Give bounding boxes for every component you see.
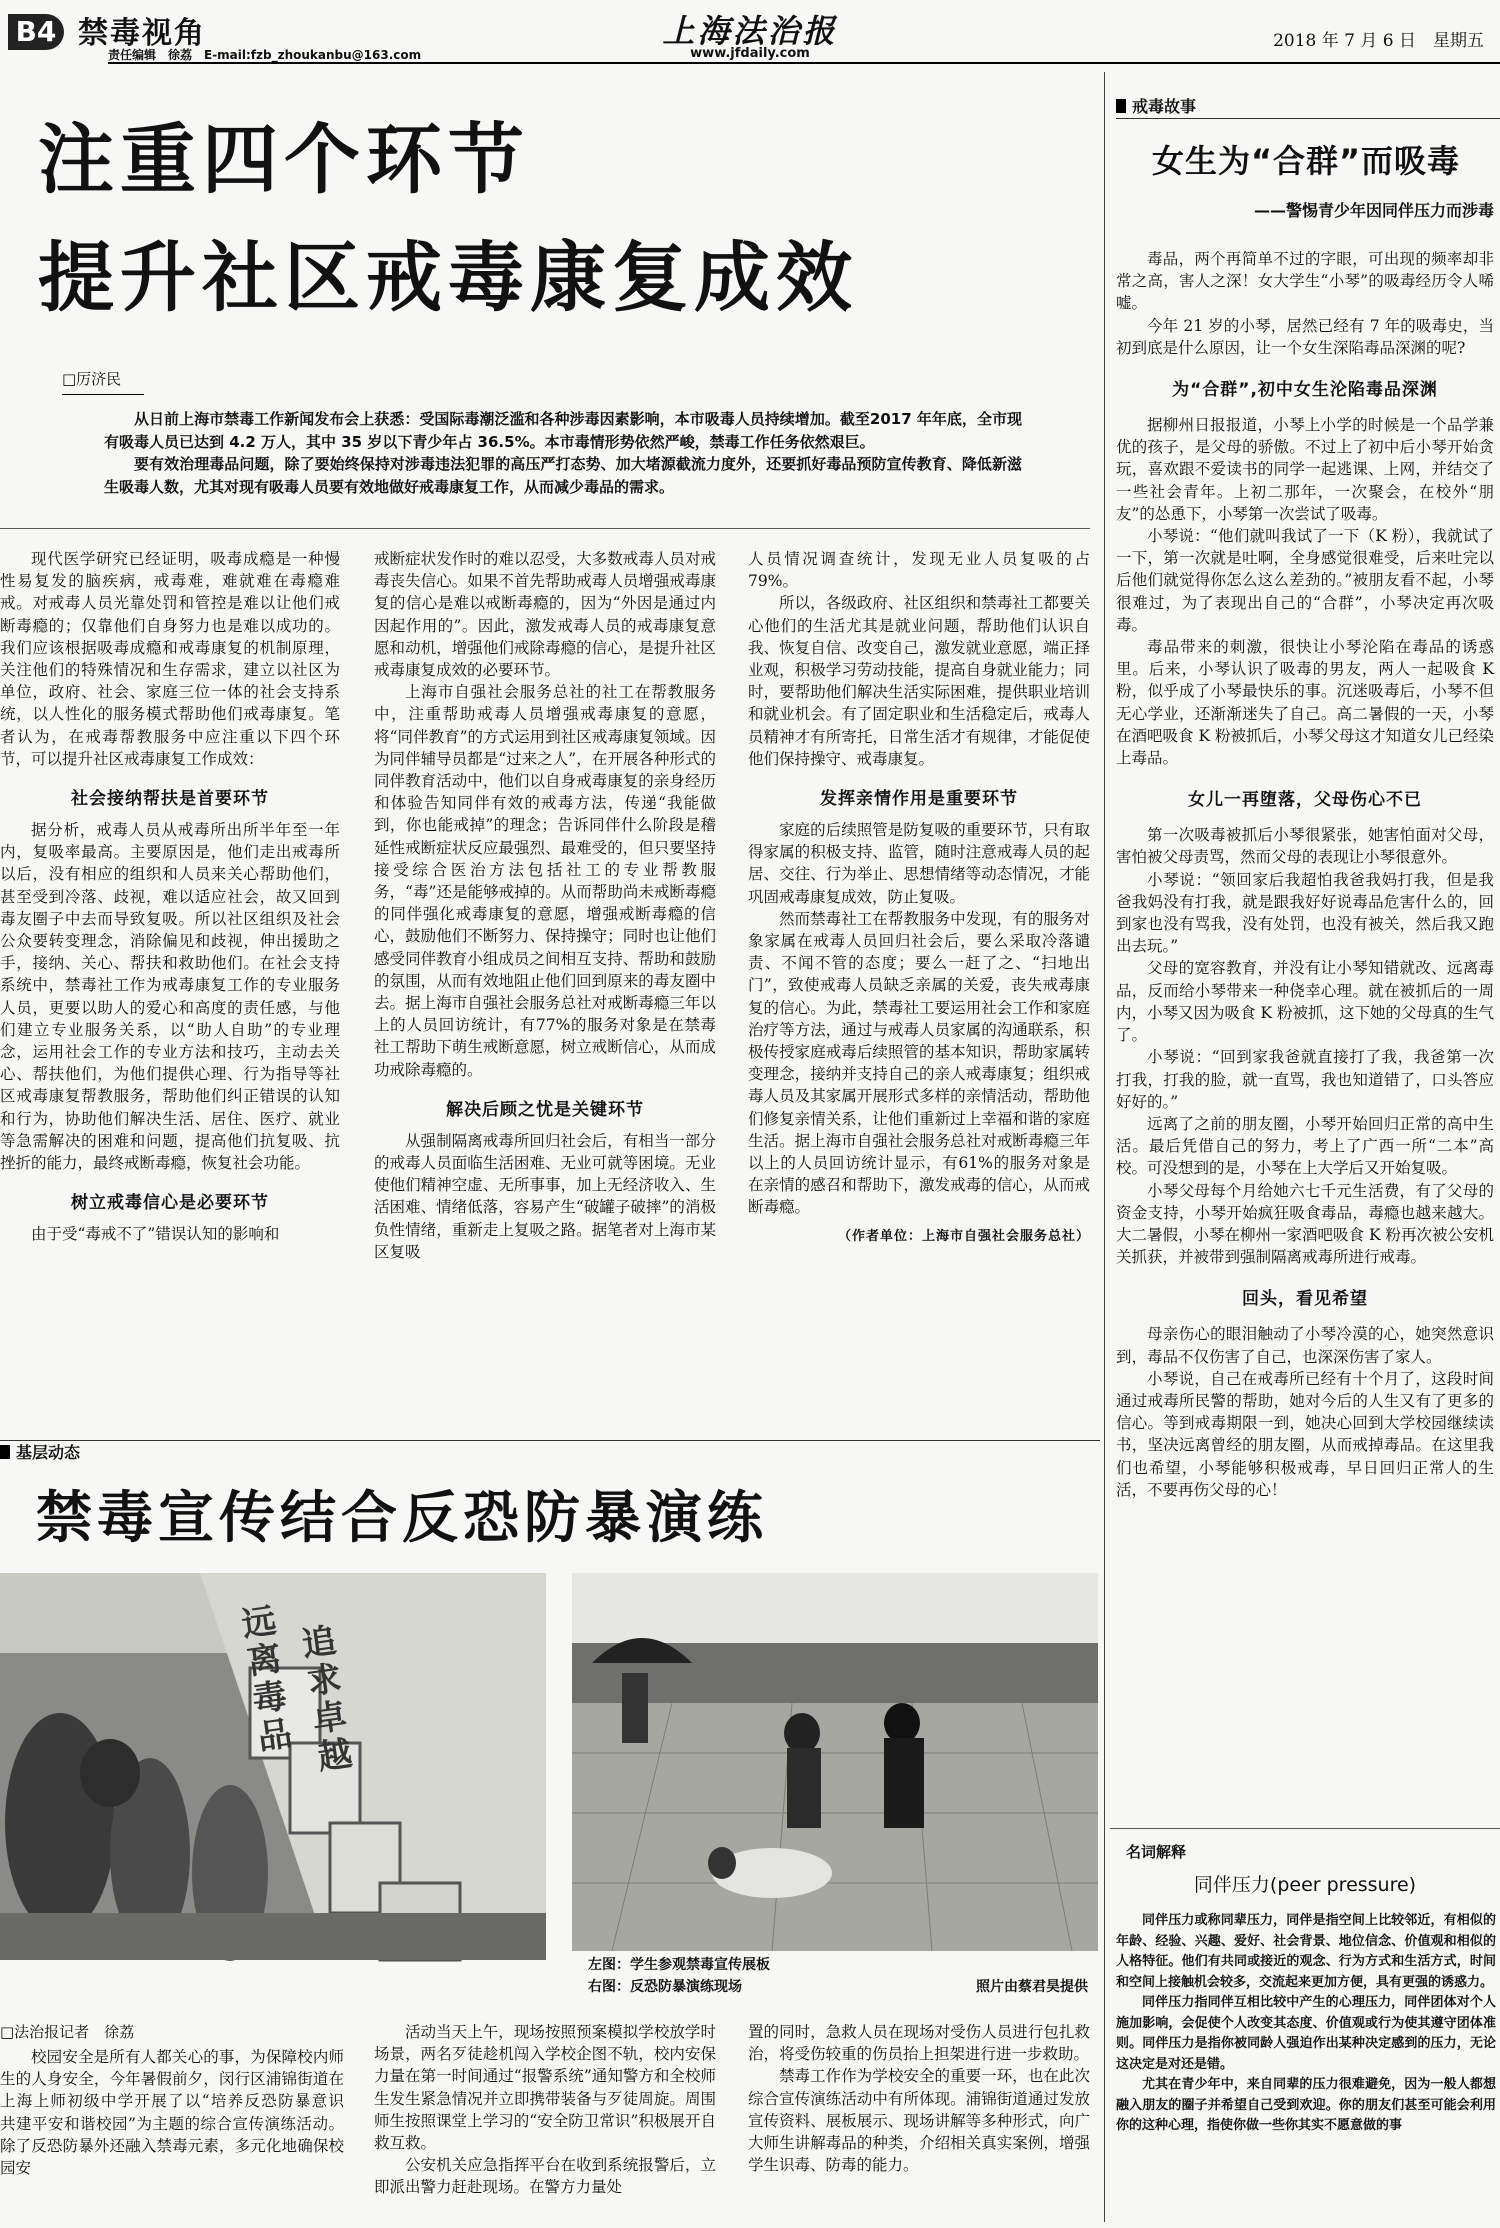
masthead: 上海法治报 <box>662 12 838 50</box>
sidebar-paragraph: 小琴说，自己在戒毒所已经有十个月了，这段时间通过戒毒所民警的帮助，她对今后的人生又有了更多的信心。等到戒毒期限一到，她决心回到大学校园继续读书，坚决远离曾经的朋友圈，从而戒掉毒品。在这里我们也希望，小琴能够积极戒毒，早日回归正常人的生活，不要再伤父母的心！ <box>1116 1369 1494 1499</box>
col2-paragraph: 戒断症状发作时的难以忍受，大多数戒毒人员对戒毒丧失信心。如果不首先帮助戒毒人员增强戒毒康复的信心是难以戒断毒瘾的，因为“外因是通过内因起作用的”。因此，激发戒毒人员的戒毒康复意愿和动机，增强他们戒除毒瘾的信心，是提升社区戒毒康复成效的必要环节。 <box>374 550 716 680</box>
sidebar-top-rule <box>1116 118 1500 119</box>
bottom-paragraph: 校园安全是所有人都关心的事，为保障校内师生的人身安全，今年暑假前夕，闵行区浦锦街道在上海上师初级中学开展了以“培养反恐防暴意识 共建平安和谐校园”为主题的综合宣传演练活动。除了反恐防暴外还融入禁毒元素，多元化地确保校园安 <box>0 2048 360 2178</box>
bottom-section-rule <box>0 1440 1100 1441</box>
lead-paragraph-1: 从日前上海市禁毒工作新闻发布会上获悉：受国际毒潮泛滥和各种涉毒因素影响，本市吸毒人员持续增加。截至2017 年年底，全市现有吸毒人员已达到 4.2 万人，其中 35 岁以下青少年占 36.5%。本市毒情形势依然严峻，禁毒工作任务依然艰巨。 <box>104 410 1022 451</box>
sidebar-paragraph: 远离了之前的朋友圈，小琴开始回归正常的高中生活。最后凭借自己的努力，考上了广西一所“二本”高校。可没想到的是，小琴在上大学后又开始复吸。 <box>1116 1114 1494 1178</box>
header-rule <box>108 62 1500 64</box>
photo-credit: 照片由蔡君昊提供 <box>976 1979 1088 1995</box>
sidebar-paragraph: 今年 21 岁的小琴，居然已经有 7 年的吸毒史，当初到底是什么原因，让一个女生深陷毒品深渊的呢? <box>1116 316 1494 357</box>
page-header <box>0 0 1500 62</box>
main-byline: □厉济民 <box>62 370 122 388</box>
caption-right: 右图：反恐防暴演练现场 <box>588 1979 742 1995</box>
sidebar-subheading-3: 回头，看见希望 <box>1242 1289 1368 1310</box>
term-paragraph: 同伴压力或称同辈压力，同伴是指空间上比较邻近，有相似的年龄、经验、兴趣、爱好、社会背景、地位信念、价值观和相似的人格特征。他们有共同或接近的观念、行为方式和生活方式，时间和空间上接触机会较多，交流起来更加方便，具有更强的诱惑力。 <box>1116 1913 1496 1990</box>
bottom-section-label: 基层动态 <box>0 1440 80 1463</box>
main-title-line1: 注重四个环节 <box>38 115 530 204</box>
term-label: 名词解释 <box>1126 1843 1187 1861</box>
main-title-line2: 提升社区戒毒康复成效 <box>38 233 858 322</box>
issue-date: 2018 年 7 月 6 日 星期五 <box>1273 31 1484 51</box>
sidebar-subtitle: ——警惕青少年因同伴压力而涉毒 <box>1253 201 1494 220</box>
photo-illustration <box>572 1573 1098 1951</box>
sidebar-paragraph: 小琴父母每个月给她六七千元生活费，有了父母的资金支持，小琴开始疯狂吸食毒品，毒瘾也越来越大。大二暑假，小琴在柳州一家酒吧吸食 K 粉再次被公安机关抓获，并被带到强制隔离戒毒所进行戒毒。 <box>1116 1181 1494 1267</box>
term-paragraph: 同伴压力指同伴互相比较中产生的心理压力，同伴团体对个人施加影响，会促使个人改变其态度、价值观或行为使其遵守团体准则。同伴压力是指你被同龄人强迫作出某种决定感到的压力，无论这决定是对还是错。 <box>1116 1995 1496 2072</box>
sidebar-paragraph: 父母的宽容教育，并没有让小琴知错就改、远离毒品，反而给小琴带来一种侥幸心理。就在被抓后的一周内，小琴又因为吸食 K 粉被抓，这下她的父母真的生气了。 <box>1116 959 1494 1045</box>
author-unit: （作者单位：上海市自强社会服务总社） <box>837 1228 1090 1244</box>
board-text-1: 远离毒品 <box>239 1600 295 1759</box>
bottom-byline: □法治报记者 徐荔 <box>0 2023 135 2041</box>
col3-paragraph: 然而禁毒社工在帮教服务中发现，有的服务对象家属在戒毒人员回归社会后，要么采取冷落谴责、不闻不管的态度；要么一赶了之、“扫地出门”，致使戒毒人员缺乏亲属的关爱，丧失戒毒康复的信心。为此，禁毒社工要运用社会工作和家庭治疗等方法，通过与戒毒人员家属的沟通联系，积极传授家庭戒毒后续照管的基本知识，帮助家属转变理念，接纳并支持自己的亲人戒毒康复；组织戒毒人员及其家属开展形式多样的亲情活动，帮助他们修复亲情关系，让他们重新过上幸福和谐的家庭生活。据上海市自强社会服务总社对戒断毒瘾三年以上的人员回访统计显示，有61%的服务对象是在亲情的感召和帮助下，激发戒毒的信心，从而戒断毒瘾。 <box>748 909 1090 1217</box>
col3-paragraph: 所以，各级政府、社区组织和禁毒社工都要关心他们的生活尤其是就业问题，帮助他们认识自我、恢复自信、改变自己，激发就业意愿，端正择业观，积极学习劳动技能，提高自身就业能力；同时，要帮助他们解决生活实际困难，提供职业培训和就业机会。有了固定职业和生活稳定后，戒毒人员精神才有所寄托，日常生活才有规律，才能促使他们保持操守、戒毒康复。 <box>748 594 1090 768</box>
bottom-column-2 <box>374 2021 716 2226</box>
square-bullet-icon <box>1116 99 1126 113</box>
editor-line: 责任编辑 徐荔 E-mail:fzb_zhoukanbu@163.com <box>108 48 422 62</box>
lead-block <box>104 408 1022 498</box>
col3-paragraph: 人员情况调查统计，发现无业人员复吸的占79%。 <box>748 550 1090 591</box>
square-bullet-icon <box>0 1445 10 1459</box>
main-column-3 <box>748 548 1090 1466</box>
bottom-column-1 <box>0 2046 360 2226</box>
bottom-title: 禁毒宣传结合反恐防暴演练 <box>36 1486 768 1551</box>
col1-paragraph: 据分析，戒毒人员从戒毒所出所半年至一年内，复吸率最高。主要原因是，他们走出戒毒所以后，没有相应的组织和人员来关心帮助他们，甚至受到冷落、歧视，难以适应社会，故又回到毒友圈子中去而导致复吸。所以社区组织及社会公众要转变理念，消除偏见和歧视，伸出援助之手，接纳、关心、帮扶和救助他们。在社会支持系统中，禁毒社工作为戒毒康复工作的专业服务人员，更要以助人的爱心和高度的责任感，与他们建立专业服务关系，以“助人自助”的专业理念，运用社会工作的专业方法和技巧，主动去关心、帮扶他们，为他们提供心理、行为指导等社区戒毒康复帮教服务，帮助他们纠正错误的认知和行为，协助他们解决生活、居住、医疗、就业等急需解决的困难和问题，提高他们抗复吸、抗挫折的能力，最终戒断毒瘾，恢复社会功能。 <box>0 821 340 1173</box>
sidebar-paragraph: 第一次吸毒被抓后小琴很紧张，她害怕面对父母，害怕被父母责骂，然而父母的表现让小琴很意外。 <box>1116 826 1494 867</box>
photo-students-viewing-boards <box>0 1573 546 1960</box>
sidebar-paragraph: 小琴说：“他们就叫我试了一下（K 粉），我就试了一下，第一次就是吐啊，全身感觉很难受，后来吐完以后他们就觉得你怎么这么差劲的。”被朋友看不起，小琴很难过，为了表现出自己的“合群”，小琴决定再次吸毒。 <box>1116 527 1494 634</box>
sidebar-paragraph: 小琴说：“领回家后我超怕我爸我妈打我，但是我爸我妈没有打我，就是跟我好好说毒品危害什么的，回到家也没有骂我，没有处罚，也没有被关，然后我又跑出去玩。” <box>1116 870 1494 956</box>
board-text-2: 追求卓越 <box>299 1620 355 1779</box>
main-column-1 <box>0 548 340 1466</box>
photo-anti-terror-drill <box>572 1573 1098 1951</box>
sidebar-paragraph: 毒品，两个再简单不过的字眼，可出现的频率却非常之高，害人之深！女大学生“小琴”的吸毒经历令人唏嘘。 <box>1116 250 1494 313</box>
sidebar-paragraph: 母亲伤心的眼泪触动了小琴冷漠的心，她突然意识到，毒品不仅伤害了自己，也深深伤害了家人。 <box>1116 1325 1494 1366</box>
sidebar-subheading-1: 为“合群”,初中女生沦陷毒品深渊 <box>1172 380 1438 401</box>
sidebar-paragraph: 据柳州日报报道，小琴上小学的时候是一个品学兼优的孩子，是父母的骄傲。不过上了初中后小琴开始贪玩，喜欢跟不爱读书的同学一起逃课、上网，并结交了一些社会青年。上初二那年，一次聚会，在校外“朋友”的怂恿下，小琴第一次尝试了吸毒。 <box>1116 416 1494 523</box>
bottom-paragraph: 禁毒工作作为学校安全的重要一环，也在此次综合宣传演练活动中有所体现。浦锦街道通过发放宣传资料、展板展示、现场讲解等多种形式，向广大师生讲解毒品的种类，介绍相关真实案例，增强学生识毒、防毒的能力。 <box>748 2067 1090 2175</box>
col3-paragraph: 家庭的后续照管是防复吸的重要环节，只有取得家属的积极支持、监管，随时注意戒毒人员的起居、交往、行为举止、思想情绪等动态情况，才能巩固戒毒康复成效，防止复吸。 <box>748 821 1090 906</box>
website: www.jfdaily.com <box>690 46 810 61</box>
col1-subheading-2: 树立戒毒信心是必要环节 <box>71 1193 269 1214</box>
section-name: 禁毒视角 <box>78 16 206 51</box>
sidebar-subheading-2: 女儿一再堕落，父母伤心不已 <box>1188 790 1422 811</box>
page-code-badge: B4 <box>8 14 64 50</box>
lead-paragraph-2: 要有效治理毒品问题，除了要始终保持对涉毒违法犯罪的高压严打态势、加大堵源截流力度外，还要抓好毒品预防宣传教育、降低新滋生吸毒人数，尤其对现有吸毒人员要有效地做好戒毒康复工作，从而减少毒品的需求。 <box>104 455 1022 496</box>
term-paragraph: 尤其在青少年中，来自同辈的压力很难避免，因为一般人都想融入朋友的圈子并希望自己受到欢迎。你的朋友们甚至可能会利用你的这种心理，指使你做一些你其实不愿意做的事 <box>1116 2077 1496 2133</box>
bottom-column-3 <box>748 2021 1090 2226</box>
col1-paragraph: 现代医学研究已经证明，吸毒成瘾是一种慢性易复发的脑疾病，戒毒难，难就难在毒瘾难戒。对戒毒人员光靠处罚和管控是难以让他们戒断毒瘾的；仅靠他们自身努力也是难以成功的。我们应该根据吸毒成瘾和戒毒康复的机制原理，关注他们的特殊情况和生存需求，建立以社区为单位，政府、社会、家庭三位一体的社会支持系统，以人性化的服务模式帮助他们戒毒康复。笔者认为，在戒毒帮教服务中应注重以下四个环节，可以提升社区戒毒康复工作成效： <box>0 550 340 768</box>
sidebar-section-label: 戒毒故事 <box>1116 94 1196 117</box>
lead-rule <box>0 528 1090 529</box>
sidebar-paragraph: 毒品带来的刺激，很快让小琴沦陷在毒品的诱惑里。后来，小琴认识了吸毒的男友，两人一起吸食 K 粉，似乎成了小琴最快乐的事。沉迷吸毒后，小琴不但无心学业，还渐渐迷失了自己。高二暑假的一天，小琴在酒吧吸食 K 粉被抓后，小琴父母这才知道女儿已经染上毒品。 <box>1116 638 1494 768</box>
term-box <box>1110 1828 1500 2228</box>
col1-subheading-1: 社会接纳帮扶是首要环节 <box>71 789 269 810</box>
term-title: 同伴压力(peer pressure) <box>1193 1874 1417 1896</box>
main-column-2 <box>374 548 716 1466</box>
sidebar-title: 女生为“合群”而吸毒 <box>1151 142 1461 180</box>
sidebar-paragraph: 小琴说：“回到家我爸就直接打了我，我爸第一次打我，打我的脸，就一直骂，我也知道错了，口头答应好好的。” <box>1116 1048 1494 1111</box>
caption-left: 左图：学生参观禁毒宣传展板 <box>588 1957 770 1973</box>
photo-caption <box>588 1954 1088 1998</box>
col1-paragraph: 由于受“毒戒不了”错误认知的影响和 <box>31 1225 280 1244</box>
main-title <box>38 110 858 328</box>
col2-paragraph: 从强制隔离戒毒所回归社会后，有相当一部分的戒毒人员面临生活困难、无业可就等困境。无业使他们精神空虚、无所事事，加上无经济收入、生活困难、情绪低落，容易产生“破罐子破摔”的消极负性情绪，重新走上复吸之路。据笔者对上海市某区复吸 <box>374 1131 716 1261</box>
col2-paragraph: 上海市自强社会服务总社的社工在帮教服务中，注重帮助戒毒人员增强戒毒康复的意愿，将“同伴教育”的方式运用到社区戒毒康复领域。因为同伴辅导员都是“过来之人”，在开展各种形式的同伴教育活动中，他们以自身戒毒康复的亲身经历和体验告知同伴有效的戒毒方法，传递“我能做到，你也能戒掉”的理念；告诉同伴什么阶段是稽延性戒断症状反应最强烈、最难受的，但只要坚持接受综合医治方法包括社工的专业帮教服务，“毒”还是能够戒掉的。从而帮助尚未戒断毒瘾的同伴强化戒毒康复的意愿，增强戒断毒瘾的信心，鼓励他们不断努力、保持操守；同时也让他们感受同伴教育小组成员之间相互支持、帮助和鼓励的氛围，从而有效地阻止他们回到原来的毒友圈中去。据上海市自强社会服务总社对戒断毒瘾三年以上的人员回访统计，有77%的服务对象是在禁毒社工帮助下萌生戒断意愿，树立戒断信心，从而成功戒除毒瘾的。 <box>374 683 716 1079</box>
col2-subheading: 解决后顾之忧是关键环节 <box>446 1099 644 1120</box>
bottom-paragraph: 公安机关应急指挥平台在收到系统报警后，立即派出警力赶赴现场。在警方力量处 <box>374 2156 716 2197</box>
column-rule <box>1104 72 1105 2222</box>
byline-rule <box>62 394 144 395</box>
sidebar-body <box>1116 248 1494 1818</box>
col3-subheading: 发挥亲情作用是重要环节 <box>820 789 1018 810</box>
bottom-paragraph: 活动当天上午，现场按照预案模拟学校放学时场景，两名歹徒趁机闯入学校企图不轨，校内安保力量在第一时间通过“报警系统”通知警方和全校师生发生紧急情况并立即携带装备与歹徒周旋。周围师生按照课堂上学习的“安全防卫常识”积极展开自救互救。 <box>374 2023 716 2153</box>
bottom-paragraph: 置的同时，急救人员在现场对受伤人员进行包扎救治，将受伤较重的伤员抬上担架进行进一步救助。 <box>748 2023 1090 2064</box>
